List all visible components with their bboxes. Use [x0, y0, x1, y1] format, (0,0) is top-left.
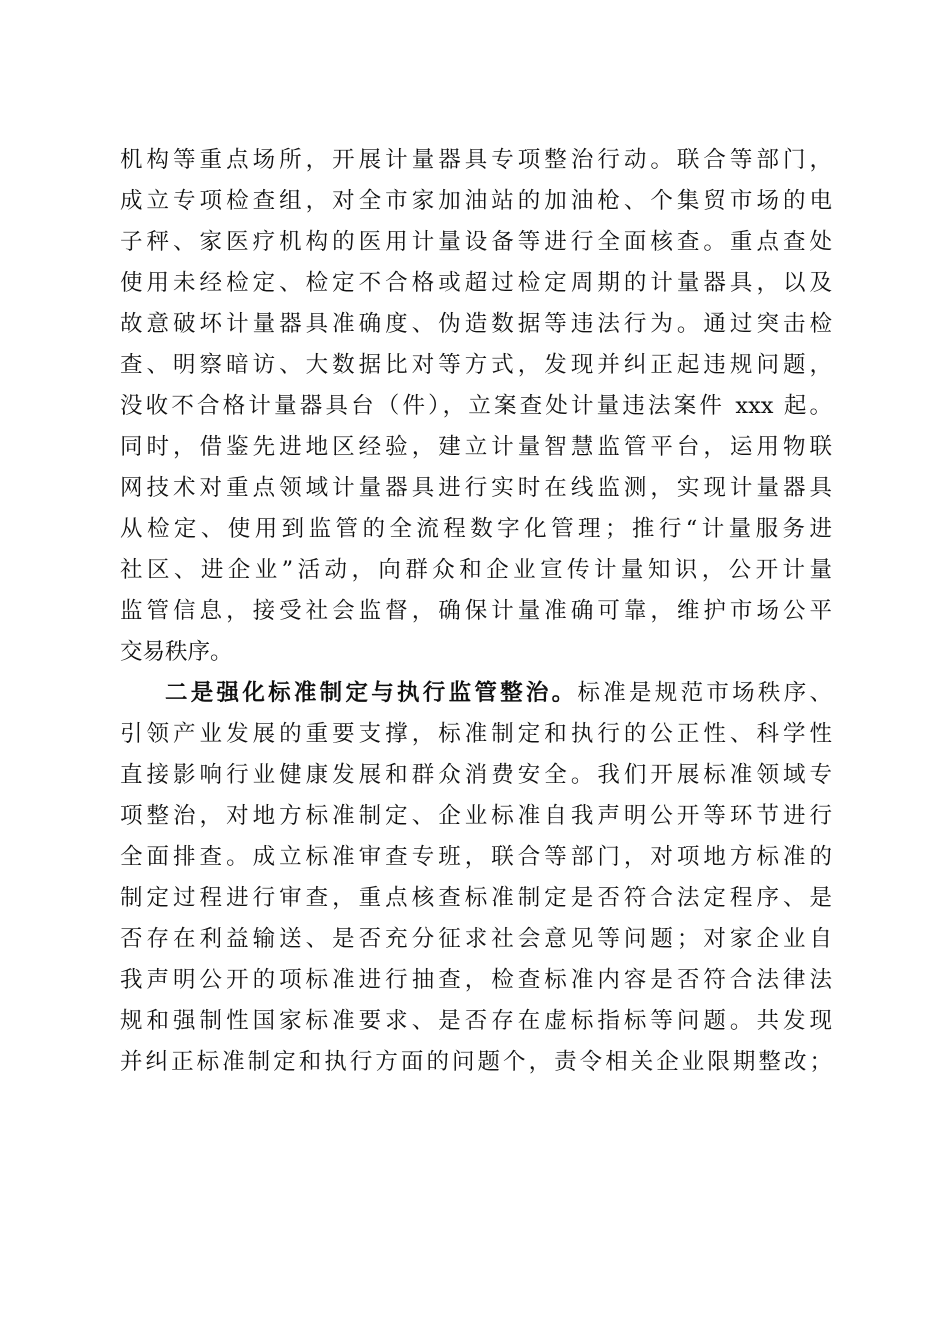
body-text	[120, 140, 832, 1083]
paragraph1-line: 交易秩序。	[120, 639, 233, 665]
paragraph1-line: 社区、进企业”活动，向群众和企业宣传计量知识，公开计量	[120, 557, 832, 583]
paragraph1-line: 从检定、使用到监管的全流程数字化管理；推行“计量服务进	[120, 516, 832, 542]
paragraph2-line: 引领产业发展的重要支撑，标准制定和执行的公正性、科学性	[120, 721, 832, 747]
paragraph2-first-line	[120, 673, 832, 714]
paragraph2-line: 直接影响行业健康发展和群众消费安全。我们开展标准领域专	[120, 762, 832, 788]
paragraph2-line: 规和强制性国家标准要求、是否存在虚标指标等问题。共发现	[120, 1008, 832, 1034]
paragraph1-line: 查、明察暗访、大数据比对等方式，发现并纠正起违规问题，	[120, 352, 832, 378]
paragraph2-heading: 二是强化标准制定与执行监管整治。	[165, 680, 578, 706]
paragraph2-line: 全面排查。成立标准审查专班，联合等部门，对项地方标准的	[120, 844, 832, 870]
paragraph2-first-line-text: 标准是规范市场秩序、	[577, 680, 832, 706]
paragraph2-line: 并纠正标准制定和执行方面的问题个，责令相关企业限期整改；	[120, 1049, 832, 1075]
paragraph2-line: 制定过程进行审查，重点核查标准制定是否符合法定程序、是	[120, 885, 832, 911]
paragraph1-line: 机构等重点场所，开展计量器具专项整治行动。联合等部门，	[120, 147, 832, 173]
paragraph1-line: 网技术对重点领域计量器具进行实时在线监测，实现计量器具	[120, 475, 832, 501]
paragraph2-line: 我声明公开的项标准进行抽查，检查标准内容是否符合法律法	[120, 967, 832, 993]
paragraph1-line: 监管信息，接受社会监督，确保计量准确可靠，维护市场公平	[120, 598, 832, 624]
paragraph1-line: 同时，借鉴先进地区经验，建立计量智慧监管平台，运用物联	[120, 434, 832, 460]
paragraph1-line: 子秤、家医疗机构的医用计量设备等进行全面核查。重点查处	[120, 229, 832, 255]
paragraph1-line: 没收不合格计量器具台（件），立案查处计量违法案件 xxx 起。	[120, 393, 832, 419]
paragraph1-line: 使用未经检定、检定不合格或超过检定周期的计量器具，以及	[120, 270, 832, 296]
paragraph2-line: 否存在利益输送、是否充分征求社会意见等问题；对家企业自	[120, 926, 832, 952]
paragraph2-line: 项整治，对地方标准制定、企业标准自我声明公开等环节进行	[120, 803, 832, 829]
paragraph1-line: 故意破坏计量器具准确度、伪造数据等违法行为。通过突击检	[120, 311, 832, 337]
paragraph1-line: 成立专项检查组，对全市家加油站的加油枪、个集贸市场的电	[120, 188, 832, 214]
